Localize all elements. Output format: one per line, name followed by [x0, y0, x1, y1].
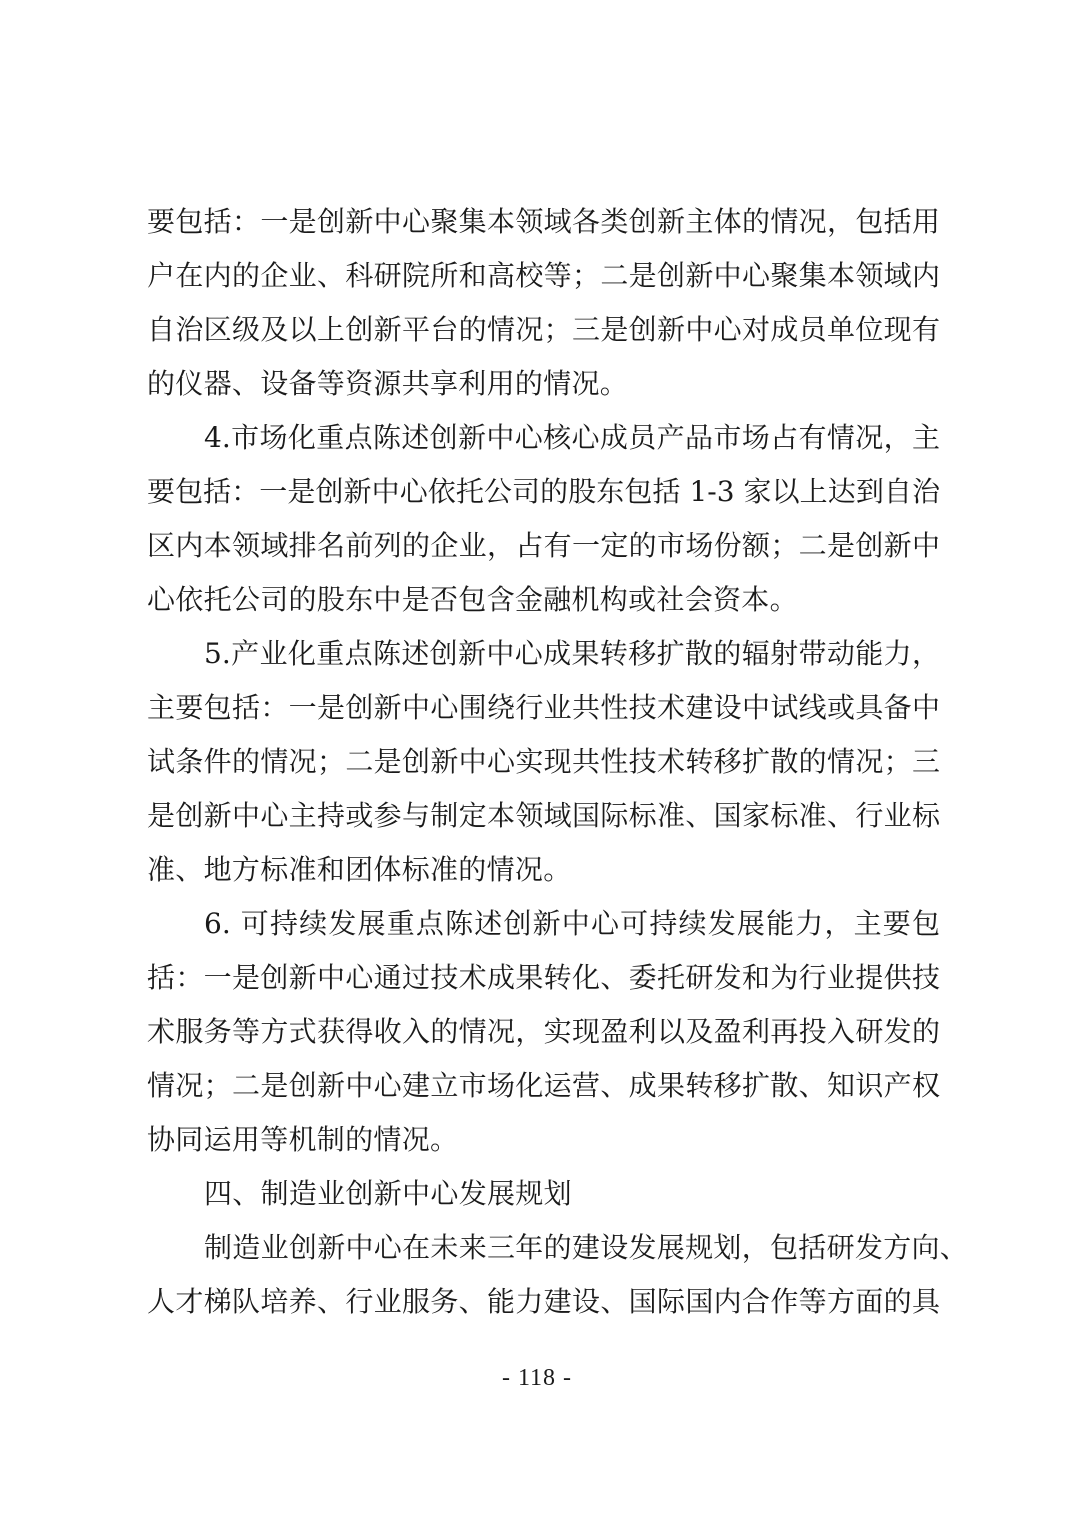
- text-line: 心依托公司的股东中是否包含金融机构或社会资本。: [147, 583, 798, 616]
- item-6-heading-line: 6. 可持续发展重点陈述创新中心可持续发展能力，主要包: [204, 907, 940, 940]
- text-line: 协同运用等机制的情况。: [147, 1123, 459, 1156]
- text-line: 制造业创新中心在未来三年的建设发展规划，包括研发方向、: [204, 1231, 969, 1264]
- text-line: 准、地方标准和团体标准的情况。: [147, 853, 572, 886]
- item-5-heading-line: 5.产业化重点陈述创新中心成果转移扩散的辐射带动能力，: [204, 637, 940, 670]
- text-line: 括：一是创新中心通过技术成果转化、委托研发和为行业提供技: [147, 961, 940, 994]
- text-line: 户在内的企业、科研院所和高校等；二是创新中心聚集本领域内: [147, 259, 940, 292]
- text-line: 是创新中心主持或参与制定本领域国际标准、国家标准、行业标: [147, 799, 940, 832]
- text-line: 要包括：一是创新中心聚集本领域各类创新主体的情况，包括用: [147, 205, 940, 238]
- text-line: 要包括：一是创新中心依托公司的股东包括 1-3 家以上达到自治: [147, 475, 940, 508]
- text-line: 主要包括：一是创新中心围绕行业共性技术建设中试线或具备中: [147, 691, 940, 724]
- text-line: 情况；二是创新中心建立市场化运营、成果转移扩散、知识产权: [147, 1069, 940, 1102]
- body-text: [147, 195, 969, 1329]
- text-line: 自治区级及以上创新平台的情况；三是创新中心对成员单位现有: [147, 313, 940, 346]
- text-line: 人才梯队培养、行业服务、能力建设、国际国内合作等方面的具: [147, 1285, 940, 1318]
- text-line: 试条件的情况；二是创新中心实现共性技术转移扩散的情况；三: [147, 745, 940, 778]
- section-heading: 四、制造业创新中心发展规划: [204, 1177, 572, 1210]
- text-line: 的仪器、设备等资源共享利用的情况。: [147, 367, 629, 400]
- item-4-heading-line: 4.市场化重点陈述创新中心核心成员产品市场占有情况，主: [204, 421, 940, 454]
- page-number: - 118 -: [501, 1365, 573, 1391]
- text-line: 区内本领域排名前列的企业，占有一定的市场份额；二是创新中: [147, 529, 940, 562]
- text-line: 术服务等方式获得收入的情况，实现盈利以及盈利再投入研发的: [147, 1015, 940, 1048]
